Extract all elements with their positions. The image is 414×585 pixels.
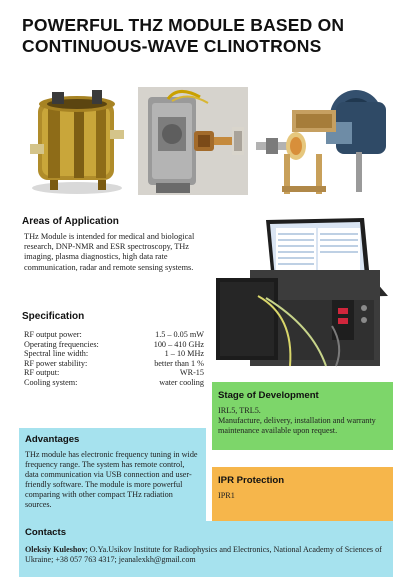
advantages-heading: Advantages: [25, 434, 80, 445]
spec-label: Cooling system:: [24, 377, 78, 387]
advantages-box: [19, 428, 206, 535]
spec-row: [24, 368, 204, 378]
specification-table: [24, 330, 204, 387]
stage-line-2: Manufacture, delivery, installation and warranty maintenance available upon request.: [218, 416, 376, 435]
module-assembly-photo: [256, 82, 396, 196]
spec-row: [24, 359, 204, 369]
stage-heading: Stage of Development: [218, 390, 319, 401]
spec-label: Spectral line width:: [24, 349, 89, 358]
spec-value: 1 – 10 MHz: [164, 349, 204, 358]
page-title: [22, 15, 402, 57]
contacts-heading: Contacts: [25, 527, 67, 538]
ipr-protection-box: [212, 467, 393, 522]
ipr-heading: IPR Protection: [218, 475, 285, 486]
spec-row: [24, 340, 204, 350]
advantages-text: THz module has electronic frequency tuning in wide frequency range. The system has remote control, data communication via USB connection and user-friendly software. The module is more powerful comparing with other compact THz radiation sources.: [25, 450, 198, 509]
spec-row: [24, 349, 204, 359]
clinotron-module-photo: [22, 84, 132, 196]
spec-value: 100 – 410 GHz: [153, 339, 204, 349]
spec-label: Operating frequencies:: [24, 339, 99, 349]
title-line-1: POWERFUL THZ MODULE BASED ON: [22, 15, 345, 35]
spec-label: RF output:: [24, 368, 60, 377]
contact-name: Oleksiy Kuleshov: [25, 545, 86, 554]
ipr-text: IPR1: [218, 491, 235, 500]
contacts-box: [19, 521, 393, 577]
thz-system-with-laptop-photo: [214, 216, 394, 372]
spec-row: [24, 330, 204, 340]
areas-text: THz Module is intended for medical and biological research, DNP-NMR and ESR spectroscopy, THz imaging, plasma diagnostics, high data rate communication, radar and remote sensing systems.: [24, 232, 195, 272]
spec-label: RF power stability:: [24, 358, 88, 368]
contacts-text: [25, 545, 387, 565]
spec-row: [24, 378, 204, 388]
specification-heading: Specification: [22, 311, 85, 322]
title-line-2: CONTINUOUS-WAVE CLINOTRONS: [22, 36, 322, 56]
spec-label: RF output power:: [24, 330, 82, 339]
spec-value: WR-15: [179, 368, 204, 377]
stage-text: [218, 406, 387, 436]
stage-line-1: IRL5, TRL5.: [218, 406, 261, 415]
areas-heading: Areas of Application: [22, 216, 119, 227]
spec-value: 1.5 – 0.05 mW: [155, 330, 204, 339]
contact-details: ; O.Ya.Usikov Institute for Radiophysics and Electronics, National Academy of Sciences of Ukraine; +38 057 763 4317; jeanalexkh@gmail.com: [25, 545, 382, 565]
stage-of-development-box: [212, 382, 393, 450]
clinotron-waveguide-photo: [138, 87, 248, 195]
spec-value: better than 1 %: [154, 358, 204, 368]
spec-value: water cooling: [159, 377, 204, 387]
